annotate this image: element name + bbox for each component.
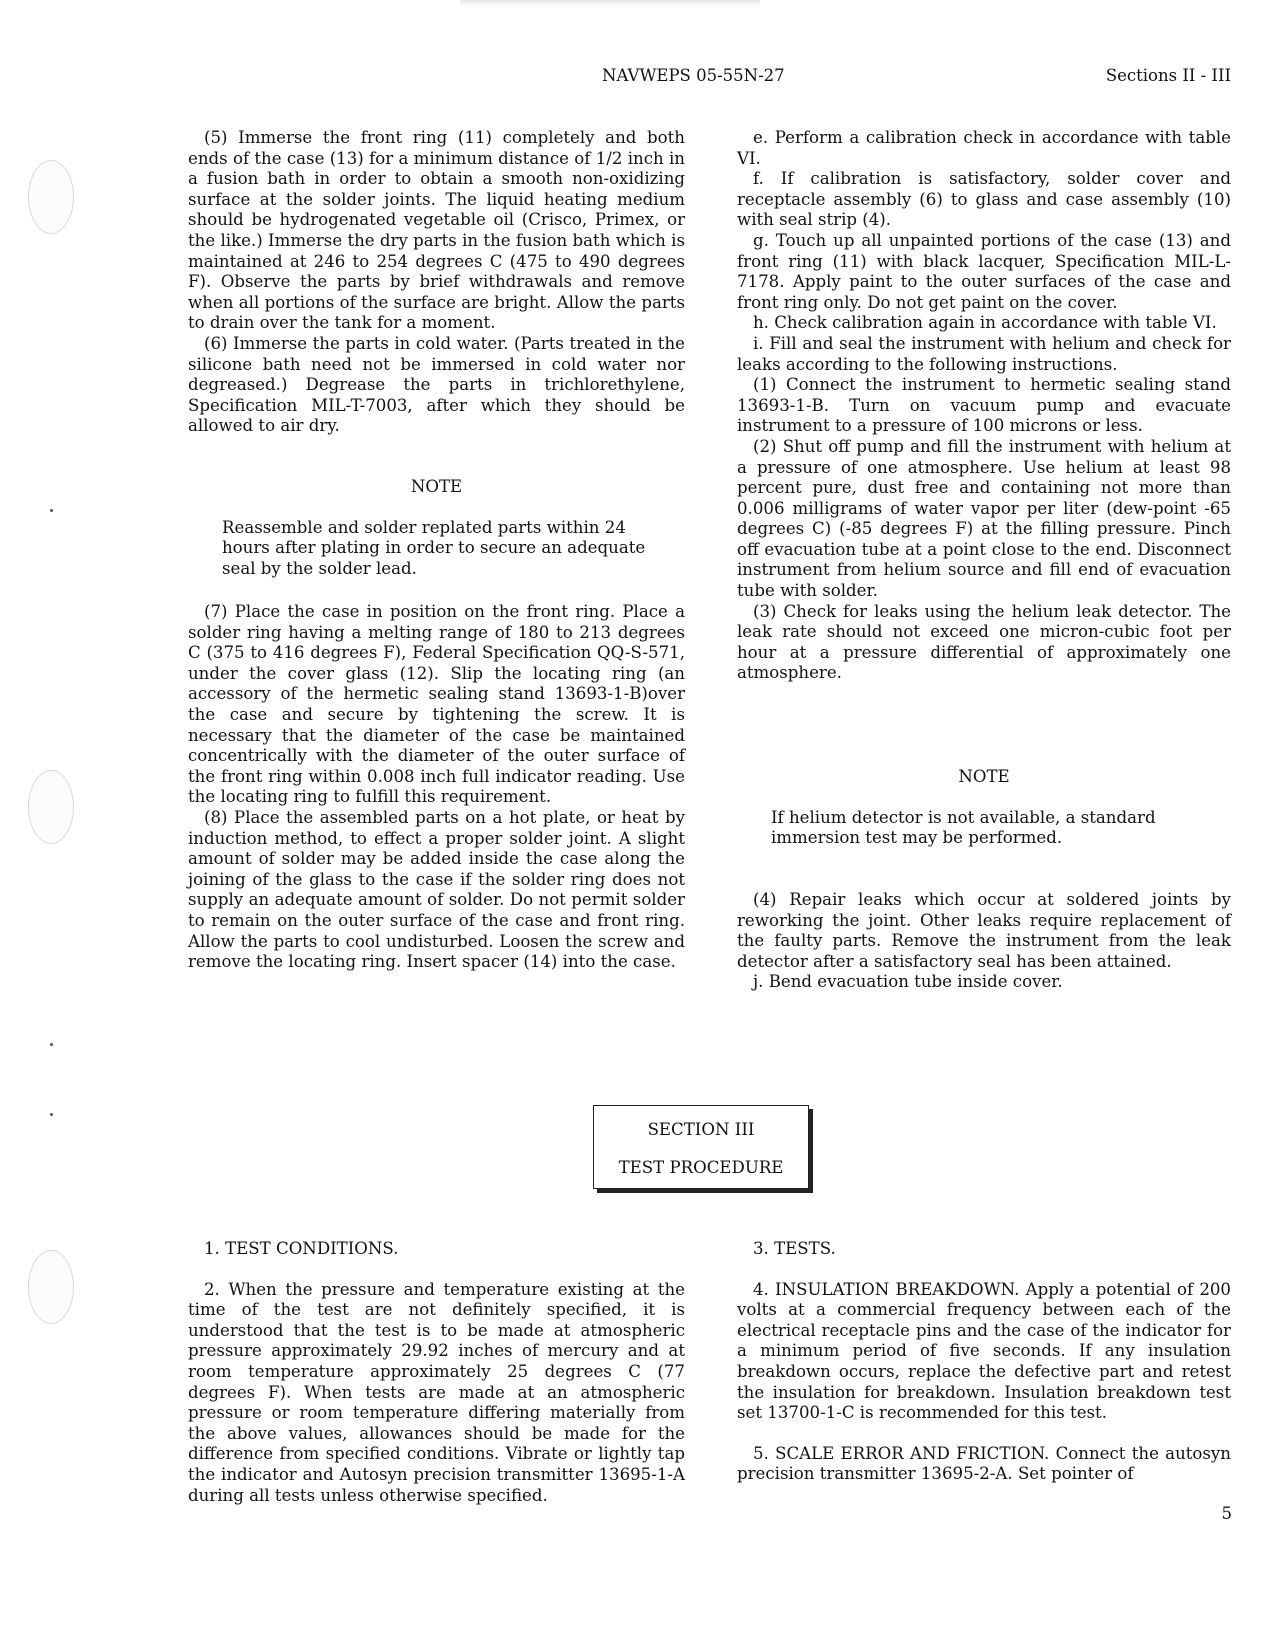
- punch-hole: [28, 1250, 74, 1324]
- paragraph: (6) Immerse the parts in cold water. (Parts treated in the silicone bath need not be immersed in cold water nor degreased.) Degrease the parts in trichlorethylene, Specification MIL-T-7003, after which they should be allowed to air dry.: [188, 333, 685, 436]
- section-title: TEST PROCEDURE: [618, 1158, 784, 1177]
- document-number: NAVWEPS 05-55N-27: [602, 66, 785, 85]
- note-text: Reassemble and solder replated parts within 24 hours after plating in order to secure an adequate seal by the solder lead.: [222, 517, 646, 578]
- page-number: 5: [1221, 1504, 1232, 1523]
- section-range: Sections II - III: [1105, 66, 1231, 85]
- left-column-bottom: [188, 602, 685, 973]
- paragraph: (2) Shut off pump and fill the instrument with helium at a pressure of one atmosphere. Use helium at least 98 percent pure, dust free and containing not more than 0.006 milligrams of water vapor per liter (dew-point -65 degrees C) (-85 degrees F) at the filling pressure. Pinch off evacuation tube at a point close to the end. Disconnect instrument from helium source and fill end of evacuation tube with solder.: [737, 436, 1231, 601]
- right-column-bottom: [737, 890, 1231, 993]
- note-left: [188, 477, 685, 579]
- scan-artifact: [460, 0, 760, 6]
- paragraph: 2. When the pressure and temperature existing at the time of the test are not definitely specified, it is understood that the test is to be made at atmospheric pressure approximately 29.92 inches of mercury and at room temperature approximately 25 degrees C (77 degrees F). When tests are made at an atmospheric pressure or room temperature differing materially from the above values, allowances should be made for the difference from specified conditions. Vibrate or lightly tap the indicator and Autosyn precision transmitter 13695-1-A during all tests unless otherwise specified.: [188, 1279, 685, 1505]
- scan-speck: [50, 1043, 53, 1046]
- section-heading-box: [593, 1105, 809, 1189]
- heading: 3. TESTS.: [753, 1239, 836, 1258]
- punch-hole: [28, 160, 74, 234]
- paragraph: (3) Check for leaks using the helium leak detector. The leak rate should not exceed one micron-cubic foot per hour at a pressure differential of approximately one atmosphere.: [737, 601, 1231, 683]
- paragraph: i. Fill and seal the instrument with helium and check for leaks according to the following instructions.: [737, 333, 1231, 374]
- paragraph: j. Bend evacuation tube inside cover.: [753, 972, 1063, 992]
- note-text: If helium detector is not available, a standard immersion test may be performed.: [771, 807, 1156, 848]
- heading: 1. TEST CONDITIONS.: [204, 1239, 399, 1258]
- paragraph: (7) Place the case in position on the front ring. Place a solder ring having a melting range of 180 to 213 degrees C (375 to 416 degrees F), Federal Specification QQ-S-571, under the cover glass (12). Slip the locating ring (an accessory of the hermetic sealing stand 13693-1-B)over the case and secure by tightening the screw. It is necessary that the diameter of the case be maintained concentrically with the diameter of the outer surface of the front ring within 0.008 inch full indicator reading. Use the locating ring to fulfill this requirement.: [188, 602, 685, 807]
- paragraph: e. Perform a calibration check in accordance with table VI.: [737, 128, 1231, 168]
- paragraph: (1) Connect the instrument to hermetic sealing stand 13693-1-B. Turn on vacuum pump and evacuate instrument to a pressure of 100 microns or less.: [737, 375, 1231, 436]
- paragraph: 4. INSULATION BREAKDOWN. Apply a potential of 200 volts at a commercial frequency between each of the electrical receptacle pins and the case of the indicator for a minimum period of five seconds. If any insulation breakdown occurs, replace the defective part and retest the insulation for breakdown. Insulation breakdown test set 13700-1-C is recommended for this test.: [737, 1279, 1231, 1423]
- page-header: [0, 66, 1283, 90]
- paragraph: f. If calibration is satisfactory, solder cover and receptacle assembly (6) to glass and case assembly (10) with seal strip (4).: [737, 169, 1231, 230]
- paragraph: h. Check calibration again in accordance with table VI.: [753, 313, 1217, 333]
- paragraph: (8) Place the assembled parts on a hot plate, or heat by induction method, to effect a proper solder joint. A slight amount of solder may be added inside the case along the joining of the glass to the case if the solder ring does not supply an adequate amount of solder. Do not permit solder to remain on the outer surface of the case and front ring. Allow the parts to cool undisturbed. Loosen the screw and remove the locating ring. Insert spacer (14) into the case.: [188, 807, 685, 972]
- paragraph: g. Touch up all unpainted portions of the case (13) and front ring (11) with black lacquer, Specification MIL-L-7178. Apply paint to the outer surfaces of the case and front ring only. Do not get paint on the cover.: [737, 230, 1231, 312]
- note-title: NOTE: [958, 767, 1010, 786]
- note-title: NOTE: [410, 477, 463, 496]
- punch-hole: [28, 770, 74, 844]
- scan-speck: [50, 509, 53, 512]
- note-right: [737, 767, 1231, 849]
- scan-speck: [50, 1113, 53, 1116]
- section3-right-column: [737, 1239, 1231, 1485]
- right-column-top: [737, 128, 1231, 684]
- section3-left-column: [188, 1239, 685, 1506]
- paragraph: (4) Repair leaks which occur at soldered joints by reworking the joint. Other leaks require replacement of the faulty parts. Remove the instrument from the leak detector after a satisfactory seal has been attained.: [737, 890, 1231, 971]
- left-column-top: [188, 128, 685, 437]
- paragraph: 5. SCALE ERROR AND FRICTION. Connect the autosyn precision transmitter 13695-2-A. Set pointer of: [737, 1443, 1231, 1484]
- section-number: SECTION III: [647, 1120, 755, 1139]
- paragraph: (5) Immerse the front ring (11) completely and both ends of the case (13) for a minimum distance of 1/2 inch in a fusion bath in order to obtain a smooth non-oxidizing surface at the solder joints. The liquid heating medium should be hydrogenated vegetable oil (Crisco, Primex, or the like.) Immerse the dry parts in the fusion bath which is maintained at 246 to 254 degrees C (475 to 490 degrees F). Observe the parts by brief withdrawals and remove when all portions of the surface are bright. Allow the parts to drain over the tank for a moment.: [188, 128, 685, 333]
